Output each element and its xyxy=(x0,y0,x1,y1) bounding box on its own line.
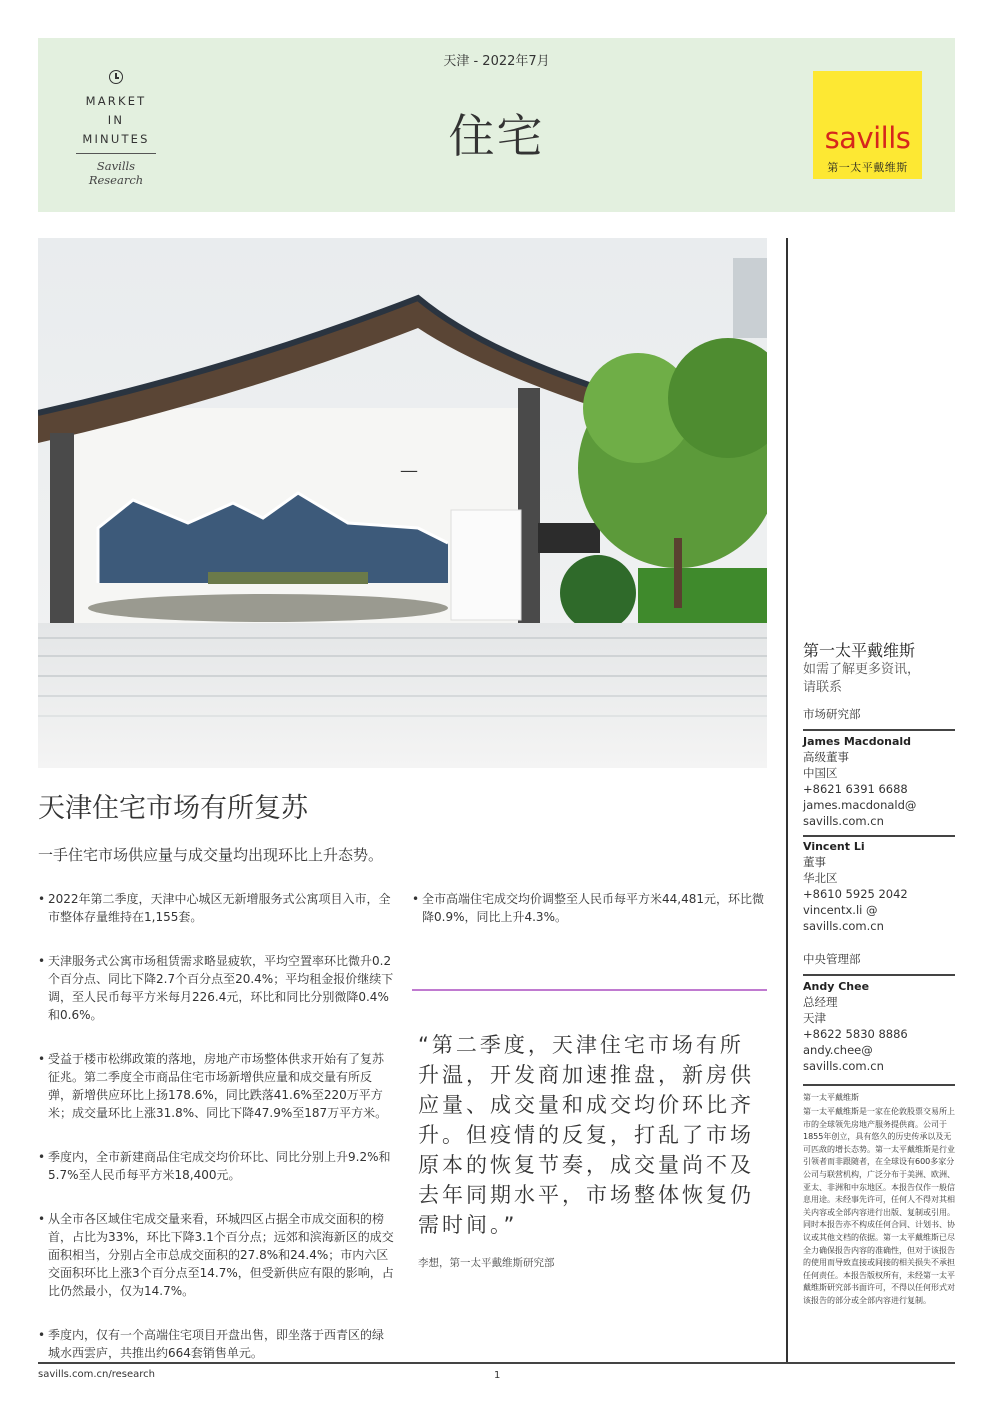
contact-divider xyxy=(803,974,955,976)
footer-divider xyxy=(38,1362,955,1364)
bullet-item: • 季度内，全市新建商品住宅成交均价环比、同比分别上升9.2%和5.7%至人民币每平方米18,400元。 xyxy=(38,1148,394,1184)
article-subhead: 一手住宅市场供应量与成交量均出现环比上升态势。 xyxy=(38,846,384,864)
brand-subtitle: Savills Research xyxy=(88,159,144,187)
brand-line-3: MINUTES xyxy=(82,132,150,146)
sales-pavilion-illustration xyxy=(38,238,767,768)
footer-url[interactable]: savills.com.cn/research xyxy=(38,1369,155,1380)
body-column-right xyxy=(412,890,768,940)
quote-source: 李想，第一太平戴维斯研究部 xyxy=(418,1257,555,1269)
bullet-item: • 天津服务式公寓市场租赁需求略显疲软，平均空置率环比微升0.2个百分点、同比下降2.7个百分点至20.4%；平均租金报价继续下调，至人民币每平方米每月226.4元，环比和同比分别微降0.4%和0.6%。 xyxy=(38,952,394,1024)
contact-email[interactable]: james.macdonald@ xyxy=(803,798,917,812)
header-band xyxy=(38,38,955,212)
quote-divider xyxy=(412,989,767,991)
contact-region: 天津 xyxy=(803,1011,826,1025)
body-column-left xyxy=(38,890,394,1376)
contact-email-domain[interactable]: savills.com.cn xyxy=(803,919,884,933)
contact-phone[interactable]: +8622 5830 8886 xyxy=(803,1027,908,1041)
contact-name: Andy Chee xyxy=(803,980,870,993)
contact-email-domain[interactable]: savills.com.cn xyxy=(803,1059,884,1073)
svg-text:—: — xyxy=(400,460,418,481)
contact-prompt-line-1: 如需了解更多资讯， xyxy=(803,662,921,677)
bullet-item: • 从全市各区域住宅成交量来看，环城四区占据全市成交面积的榜首，占比为33%，环比下降3.1个百分点；远郊和滨海新区的成交面积相当，分别占全市总成交面积的27.8%和24.4%；市内六区交面积环比上涨3个百分点至14.7%，但受新供应有限的影响，占比仍然最小，仅为14.7%。 xyxy=(38,1210,394,1300)
contact-card xyxy=(803,734,955,829)
contact-email[interactable]: andy.chee@ xyxy=(803,1043,873,1057)
page-number: 1 xyxy=(494,1370,501,1381)
sidebar-contact-prompt xyxy=(803,661,955,697)
contact-email-domain[interactable]: savills.com.cn xyxy=(803,814,884,828)
contact-divider xyxy=(803,835,955,837)
contact-title: 总经理 xyxy=(803,995,838,1009)
about-divider xyxy=(803,1084,955,1086)
savills-logo xyxy=(813,71,922,179)
about-title: 第一太平戴维斯 xyxy=(803,1093,859,1102)
hero-photo xyxy=(38,238,767,768)
contact-prompt-line-2: 请联系 xyxy=(803,680,843,695)
sidebar-dept-research: 市场研究部 xyxy=(803,707,861,721)
contact-title: 董事 xyxy=(803,855,826,869)
about-text: 第一太平戴维斯是一家在伦敦股票交易所上市的全球领先房地产服务提供商。公司于1855年创立，具有悠久的历史传承以及无可匹敌的增长态势。第一太平戴维斯是行业引领者而非跟随者，在全球设有600多家分公司与联营机构，广泛分布于美洲、欧洲、亚太、非洲和中东地区。本报告仅作一般信息用途。未经事先许可，任何人不得对其相关内容或全部内容进行出版、复制或引用。同时本报告亦不构成任何合同、计划书、协议或其他文档的依据。第一太平戴维斯已尽全力确保报告内容的准确性，但对于该报告的使用而导致直接或间接的相关损失不承担任何责任。本报告版权所有，未经第一太平戴维斯研究部书面许可，不得以任何形式对该报告的部分或全部内容进行复制。 xyxy=(803,1107,955,1305)
contact-region: 华北区 xyxy=(803,871,838,885)
bullet-item: • 全市高端住宅成交均价调整至人民币每平方米44,481元，环比微降0.9%，同比上升4.3%。 xyxy=(412,890,768,926)
contact-region: 中国区 xyxy=(803,766,838,780)
logo-chinese-name: 第一太平戴维斯 xyxy=(827,161,908,174)
contact-phone[interactable]: +8621 6391 6688 xyxy=(803,782,908,796)
contact-name: Vincent Li xyxy=(803,840,865,853)
sidebar-divider xyxy=(786,238,788,1362)
bullet-item: • 受益于楼市松绑政策的落地，房地产市场整体供求开始有了复苏征兆。第二季度全市商品住宅市场新增供应量和成交量有所反弹，新增供应环比上扬178.6%，同比跌落41.6%至220万平方米；成交量环比上涨31.8%、同比下降47.9%至187万平方米。 xyxy=(38,1050,394,1122)
pull-quote: “第二季度，天津住宅市场有所升温，开发商加速推盘，新房供应量、成交量和成交均价环比齐升。但疫情的反复，打乱了市场原本的恢复节奏，成交量尚不及去年同期水平，市场整体恢复仍需时间。” xyxy=(418,1033,754,1237)
brand-line-2: IN xyxy=(107,113,125,127)
report-date: 天津 - 2022年7月 xyxy=(443,54,550,69)
report-title: 住宅 xyxy=(448,109,545,163)
bullet-item: • 季度内，仅有一个高端住宅项目开盘出售，即坐落于西青区的绿城水西雲庐，共推出约664套销售单元。 xyxy=(38,1326,394,1362)
contact-name: James Macdonald xyxy=(803,735,912,748)
sidebar-company: 第一太平戴维斯 xyxy=(803,641,916,660)
contact-title: 高级董事 xyxy=(803,750,849,764)
contact-card xyxy=(803,979,955,1074)
contact-divider xyxy=(803,729,955,731)
clock-icon xyxy=(109,70,123,84)
contact-phone[interactable]: +8610 5925 2042 xyxy=(803,887,908,901)
contact-card xyxy=(803,839,955,934)
contact-email[interactable]: vincentx.li @ xyxy=(803,903,878,917)
logo-wordmark: savills xyxy=(824,121,911,155)
bullet-item: • 2022年第二季度，天津中心城区无新增服务式公寓项目入市，全市整体存量维持在1,155套。 xyxy=(38,890,394,926)
article-headline: 天津住宅市场有所复苏 xyxy=(38,793,308,824)
brand-line-1: MARKET xyxy=(85,94,147,108)
sidebar-dept-management: 中央管理部 xyxy=(803,952,861,966)
